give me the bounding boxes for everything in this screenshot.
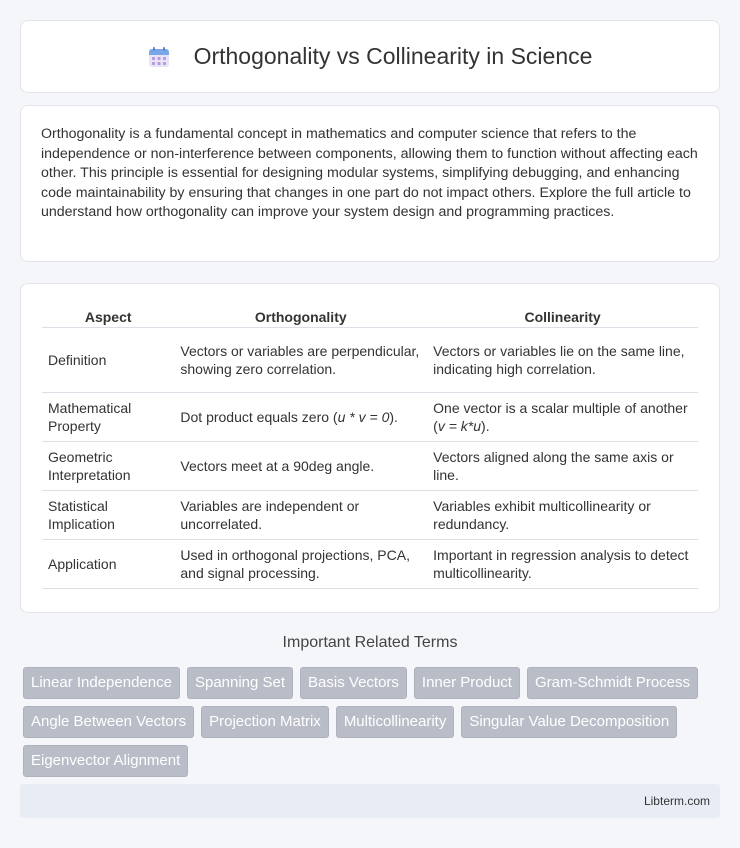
cell-collinearity: Vectors aligned along the same axis or line. [427, 442, 698, 491]
cell-collinearity [427, 393, 698, 442]
cell-orthogonality: Used in orthogonal projections, PCA, and signal processing. [174, 540, 427, 589]
intro-text: Orthogonality is a fundamental concept in mathematics and computer science that refers to the independence or non-interference between components, allowing them to function without affecting each other. This principle is essential for designing modular systems, simplifying debugging, and enhancing code maintainability by ensuring that changes in one part do not impact others. Explore the full article to understand how orthogonality can improve your system design and programming practices. [41, 126, 698, 221]
cell-aspect: Application [42, 540, 174, 589]
header-collinearity: Collinearity [427, 304, 698, 328]
table-row [42, 393, 698, 442]
title-card [20, 20, 720, 93]
related-term-tag[interactable]: Spanning Set [187, 667, 293, 699]
cell-text: One vector is a scalar multiple of another ( [433, 400, 688, 434]
related-term-tag[interactable]: Linear Independence [23, 667, 180, 699]
footer-site-link[interactable]: Libterm.com [643, 794, 710, 808]
footer [20, 784, 720, 818]
cell-collinearity: Important in regression analysis to detect multicollinearity. [427, 540, 698, 589]
cell-orthogonality [174, 393, 427, 442]
calendar-icon [148, 46, 170, 68]
related-term-tag[interactable]: Angle Between Vectors [23, 706, 194, 738]
cell-collinearity: Vectors or variables lie on the same line, indicating high correlation. [427, 328, 698, 393]
cell-orthogonality: Vectors or variables are perpendicular, showing zero correlation. [174, 328, 427, 393]
related-terms-list [20, 667, 720, 777]
cell-text: Dot product equals zero ( [180, 409, 338, 425]
cell-collinearity: Variables exhibit multicollinearity or redundancy. [427, 491, 698, 540]
table-row [42, 491, 698, 540]
comparison-table [42, 304, 698, 589]
cell-aspect: Mathematical Property [42, 393, 174, 442]
cell-aspect: Definition [42, 328, 174, 393]
table-row [42, 442, 698, 491]
cell-text: ). [481, 418, 490, 434]
related-term-tag[interactable]: Inner Product [414, 667, 520, 699]
related-terms-section [20, 634, 720, 777]
related-term-tag[interactable]: Basis Vectors [300, 667, 407, 699]
comparison-card [20, 283, 720, 613]
cell-orthogonality: Vectors meet at a 90deg angle. [174, 442, 427, 491]
cell-aspect: Geometric Interpretation [42, 442, 174, 491]
table-row [42, 328, 698, 393]
header-orthogonality: Orthogonality [174, 304, 427, 328]
related-term-tag[interactable]: Singular Value Decomposition [461, 706, 677, 738]
related-term-tag[interactable]: Gram-Schmidt Process [527, 667, 698, 699]
page-title: Orthogonality vs Collinearity in Science [193, 43, 593, 69]
intro-card [20, 105, 720, 262]
header-aspect: Aspect [42, 304, 174, 328]
related-term-tag[interactable]: Multicollinearity [336, 706, 455, 738]
related-terms-heading: Important Related Terms [282, 634, 458, 651]
table-header-row [42, 304, 698, 328]
cell-text: ). [389, 409, 398, 425]
related-term-tag[interactable]: Eigenvector Alignment [23, 745, 188, 777]
related-term-tag[interactable]: Projection Matrix [201, 706, 329, 738]
formula: u * v = 0 [337, 409, 390, 425]
cell-orthogonality: Variables are independent or uncorrelated. [174, 491, 427, 540]
table-row [42, 540, 698, 589]
cell-aspect: Statistical Implication [42, 491, 174, 540]
formula: v = k*u [437, 418, 482, 434]
